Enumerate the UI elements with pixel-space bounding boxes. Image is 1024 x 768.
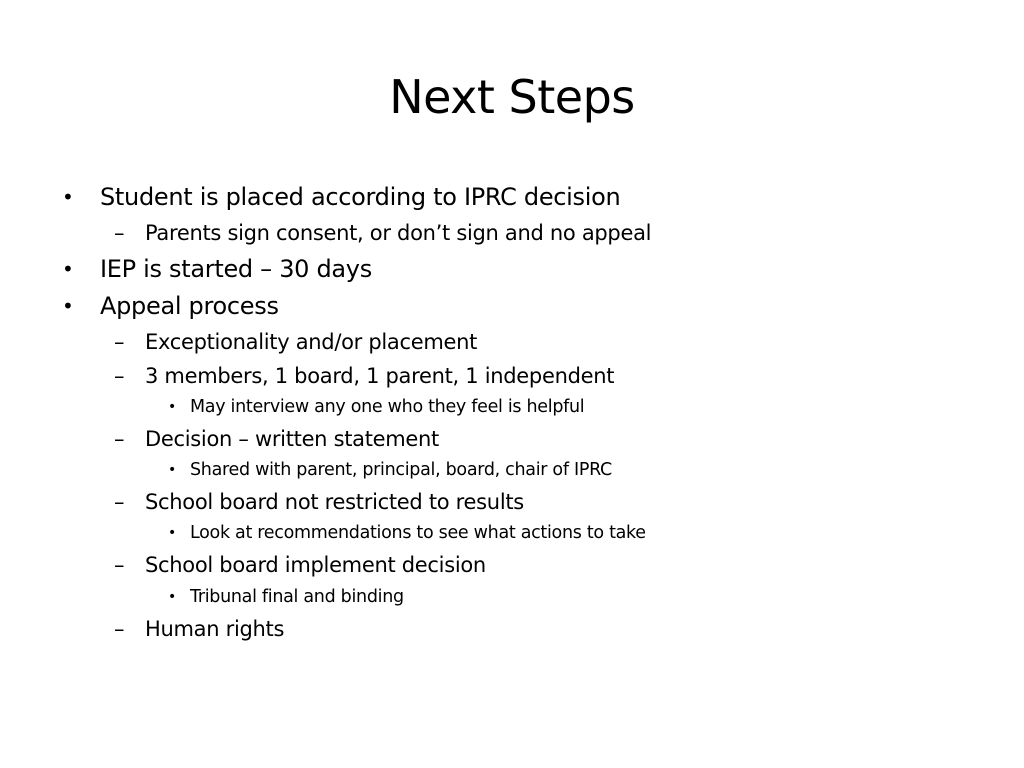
bullet-item-level2: Exceptionality and/or placement [145, 330, 478, 354]
bullet-marker-small: • [168, 462, 177, 478]
dash-marker: – [114, 221, 125, 245]
bullet-item-level3: May interview any one who they feel is helpful [190, 397, 585, 417]
bullet-item-level2: Human rights [145, 617, 285, 641]
bullet-item-level3: Shared with parent, principal, board, chair of IPRC [190, 460, 612, 480]
bullet-item-level2: School board implement decision [145, 553, 486, 577]
dash-marker: – [114, 490, 125, 514]
slide-title: Next Steps [389, 70, 635, 124]
bullet-item-level2: Decision – written statement [145, 427, 439, 451]
bullet-marker-small: • [168, 589, 177, 605]
bullet-item-level3: Look at recommendations to see what actions to take [190, 523, 646, 543]
bullet-marker: • [62, 257, 74, 281]
dash-marker: – [114, 364, 125, 388]
bullet-marker-small: • [168, 399, 177, 415]
dash-marker: – [114, 553, 125, 577]
dash-marker: – [114, 617, 125, 641]
bullet-item-level1: Student is placed according to IPRC decision [100, 183, 621, 211]
bullet-item-level3: Tribunal final and binding [190, 587, 404, 607]
dash-marker: – [114, 330, 125, 354]
bullet-marker-small: • [168, 525, 177, 541]
bullet-marker: • [62, 294, 74, 318]
bullet-item-level2: 3 members, 1 board, 1 parent, 1 independent [145, 364, 615, 388]
bullet-item-level1: IEP is started – 30 days [100, 255, 372, 283]
bullet-item-level1: Appeal process [100, 292, 279, 320]
dash-marker: – [114, 427, 125, 451]
bullet-item-level2: School board not restricted to results [145, 490, 524, 514]
bullet-item-level2: Parents sign consent, or don’t sign and no appeal [145, 221, 652, 245]
bullet-marker: • [62, 185, 74, 209]
